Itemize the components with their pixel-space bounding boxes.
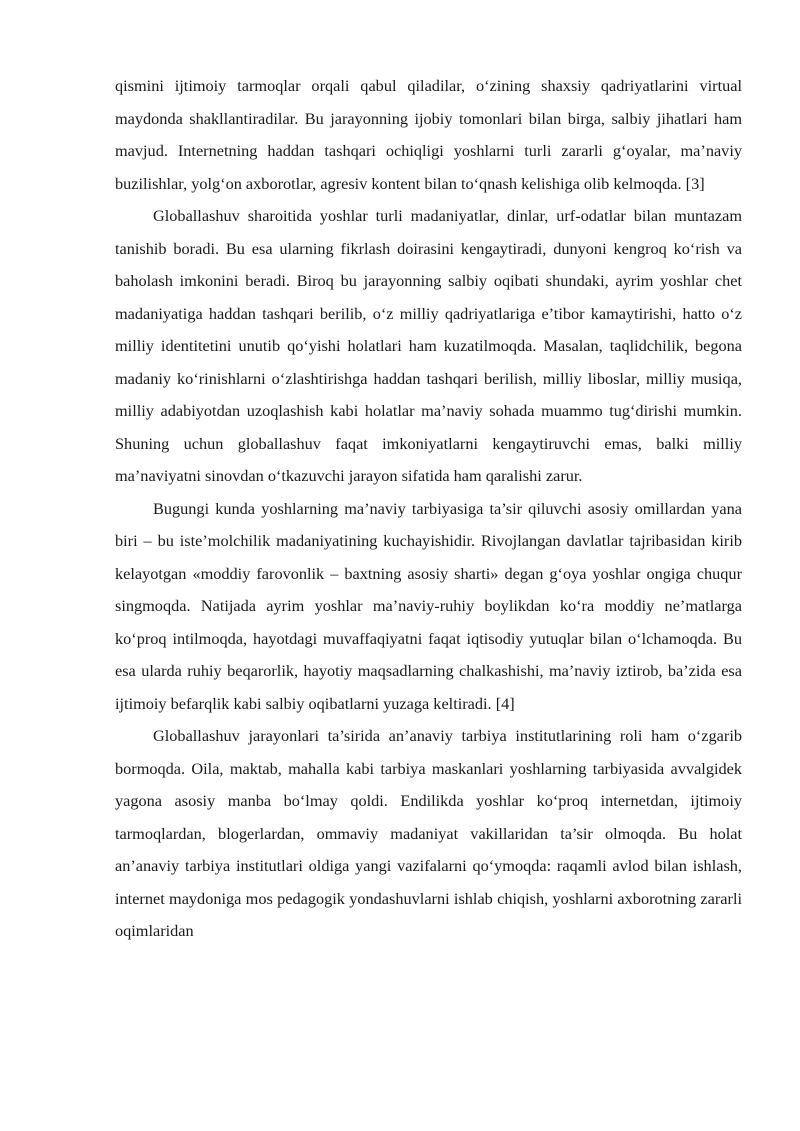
document-page	[115, 70, 742, 948]
paragraph-traditional-institutions: Globallashuv jarayonlari ta’sirida an’anaviy tarbiya institutlarining roli ham o‘zgarib bormoqda. Oila, maktab, mahalla kabi tarbiya maskanlari yoshlarning tarbiyasida avvalgidek yagona asosiy manba bo‘lmay qoldi. Endilikda yoshlar ko‘proq internetdan, ijtimoiy tarmoqlardan, blogerlardan, ommaviy madaniyat vakillaridan ta’sir olmoqda. Bu holat an’anaviy tarbiya institutlari oldiga yangi vazifalarni qo‘ymoqda: raqamli avlod bilan ishlash, internet maydoniga mos pedagogik yondashuvlarni ishlab chiqish, yoshlarni axborotning zararli oqimlaridan	[115, 726, 742, 940]
paragraph-globalization-cultures: Globallashuv sharoitida yoshlar turli madaniyatlar, dinlar, urf-odatlar bilan muntazam tanishib boradi. Bu esa ularning fikrlash doirasini kengaytiradi, dunyoni kengroq ko‘rish va baholash imkonini beradi. Biroq bu jarayonning salbiy oqibati shundaki, ayrim yoshlar chet madaniyatiga haddan tashqari berilib, o‘z milliy qadriyatlariga e’tibor kamaytirishi, hatto o‘z milliy identitetini unutib qo‘yishi holatlari ham kuzatilmoqda. Masalan, taqlidchilik, begona madaniy ko‘rinishlarni o‘zlashtirishga haddan tashqari berilish, milliy liboslar, milliy musiqa, milliy adabiyotdan uzoqlashish kabi holatlar ma’naviy sohada muammo tug‘dirishi mumkin. Shuning uchun globallashuv faqat imkoniyatlarni kengaytiruvchi emas, balki milliy ma’naviyatni sinovdan o‘tkazuvchi jarayon sifatida ham qaralishi zarur.	[115, 206, 742, 485]
paragraph-continuation: qismini ijtimoiy tarmoqlar orqali qabul qiladilar, o‘zining shaxsiy qadriyatlarini virtual maydonda shakllantiradilar. Bu jarayonning ijobiy tomonlari bilan birga, salbiy jihatlari ham mavjud. Internetning haddan tashqari ochiqligi yoshlarni turli zararli g‘oyalar, ma’naviy buzilishlar, yolg‘on axborotlar, agresiv kontent bilan to‘qnash kelishiga olib kelmoqda. [3]	[115, 76, 742, 193]
paragraph-consumerism: Bugungi kunda yoshlarning ma’naviy tarbiyasiga ta’sir qiluvchi asosiy omillardan yana biri – bu iste’molchilik madaniyatining kuchayishidir. Rivojlangan davlatlar tajribasidan kirib kelayotgan «moddiy farovonlik – baxtning asosiy sharti» degan g‘oya yoshlar ongiga chuqur singmoqda. Natijada ayrim yoshlar ma’naviy-ruhiy boylikdan ko‘ra moddiy ne’matlarga ko‘proq intilmoqda, hayotdagi muvaffaqiyatni faqat iqtisodiy yutuqlar bilan o‘lchamoqda. Bu esa ularda ruhiy beqarorlik, hayotiy maqsadlarning chalkashishi, ma’naviy iztirob, ba’zida esa ijtimoiy befarqlik kabi salbiy oqibatlarni yuzaga keltiradi. [4]	[115, 498, 742, 713]
